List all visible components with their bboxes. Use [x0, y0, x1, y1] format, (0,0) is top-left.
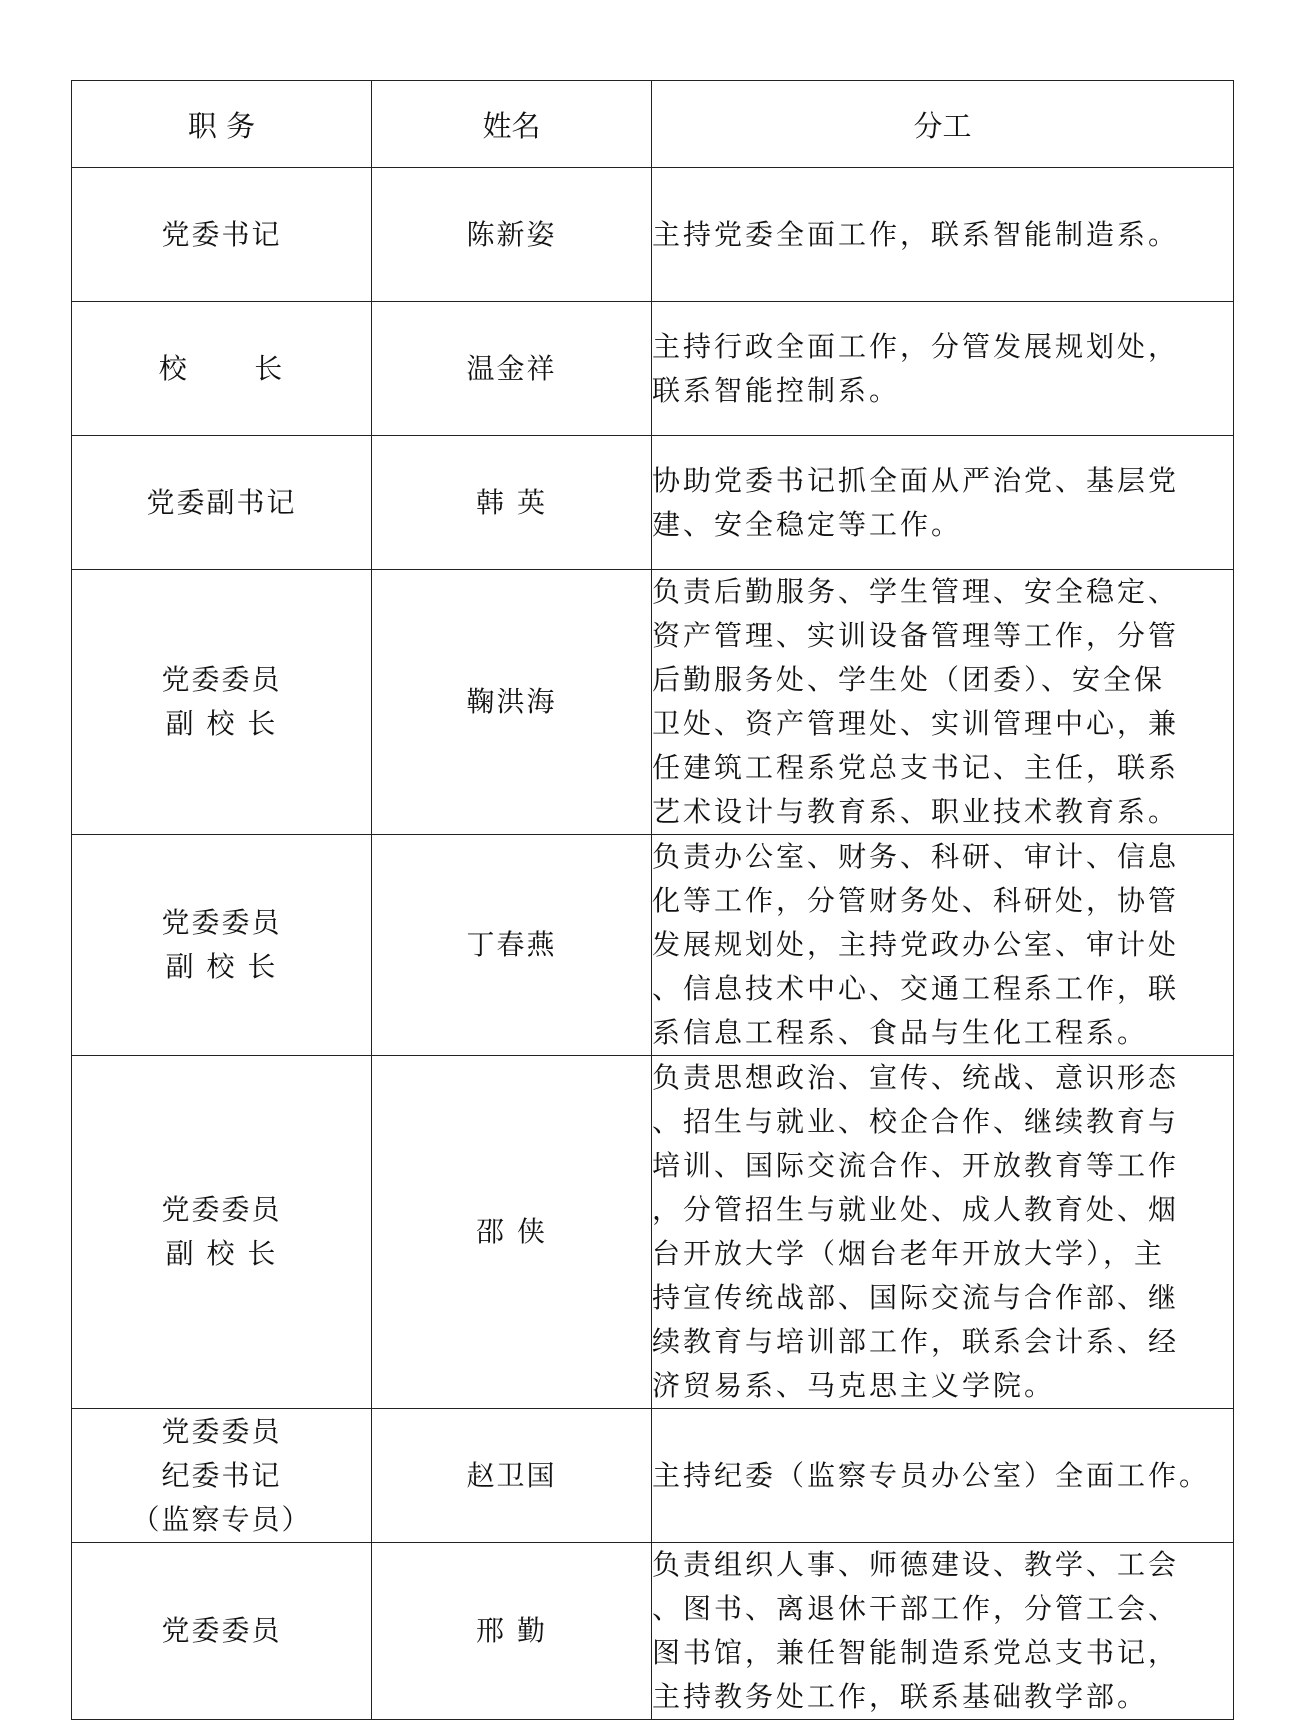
name-cell: 韩 英: [372, 436, 652, 570]
table-row: [72, 436, 1234, 570]
duty-cell: [652, 436, 1234, 570]
table-row: [72, 570, 1234, 835]
position-line: 党委委员: [161, 1193, 282, 1226]
name-cell: 邢 勤: [372, 1543, 652, 1720]
table-row: [72, 168, 1234, 302]
header-row: [72, 81, 1234, 168]
duty-line: 济贸易系、马克思主义学院。: [652, 1369, 1056, 1402]
position-line: 党委书记: [161, 217, 282, 251]
duty-line: 、招生与就业、校企合作、继续教育与: [652, 1105, 1180, 1138]
position-line: 党委副书记: [146, 485, 297, 519]
duty-cell: [652, 302, 1234, 436]
table-row: [72, 1056, 1234, 1409]
position-line: 副 校 长: [165, 707, 278, 740]
position-line: 党委委员: [161, 1614, 282, 1647]
position-cell: [72, 1543, 372, 1720]
position-line: （监察专员）: [131, 1502, 312, 1536]
duty-cell: [652, 1543, 1234, 1720]
position-cell: [72, 302, 372, 436]
duty-cell: [652, 835, 1234, 1056]
duty-cell: [652, 168, 1234, 302]
duty-line: 系信息工程系、食品与生化工程系。: [652, 1016, 1149, 1049]
duty-line: 资产管理、实训设备管理等工作，分管: [652, 619, 1180, 652]
duty-line: 负责后勤服务、学生管理、安全稳定、: [652, 575, 1180, 608]
position-line: 副 校 长: [165, 1237, 278, 1270]
name-cell: 丁春燕: [372, 835, 652, 1056]
position-cell: [72, 1056, 372, 1409]
duty-cell: [652, 1409, 1234, 1543]
name-cell: 邵 侠: [372, 1056, 652, 1409]
name-cell: 赵卫国: [372, 1409, 652, 1543]
duty-assignment-table: [71, 80, 1234, 1720]
duty-line: 、信息技术中心、交通工程系工作，联: [652, 972, 1180, 1005]
table-row: [72, 835, 1234, 1056]
position-line: 纪委书记: [161, 1458, 282, 1492]
duty-line: 协助党委书记抓全面从严治党、基层党: [652, 463, 1180, 497]
duty-line: 续教育与培训部工作，联系会计系、经: [652, 1325, 1180, 1358]
position-line: 党委委员: [161, 1414, 282, 1448]
duty-cell: [652, 570, 1234, 835]
duty-line: 负责办公室、财务、科研、审计、信息: [652, 840, 1180, 873]
duty-line: 负责思想政治、宣传、统战、意识形态: [652, 1061, 1180, 1094]
duty-line: 化等工作，分管财务处、科研处，协管: [652, 884, 1180, 917]
duty-line: 艺术设计与教育系、职业技术教育系。: [652, 795, 1180, 828]
duty-line: 负责组织人事、师德建设、教学、工会: [652, 1548, 1180, 1581]
duty-line: 卫处、资产管理处、实训管理中心，兼: [652, 707, 1180, 740]
duty-line: 后勤服务处、学生处（团委）、安全保: [652, 663, 1166, 696]
duty-line: 、图书、离退休干部工作，分管工会、: [652, 1592, 1180, 1625]
duty-line: 主持党委全面工作，联系智能制造系。: [652, 217, 1180, 251]
table-row: [72, 1543, 1234, 1720]
duty-line: 建、安全稳定等工作。: [652, 507, 963, 541]
duty-line: ，分管招生与就业处、成人教育处、烟: [652, 1193, 1180, 1226]
duty-line: 台开放大学（烟台老年开放大学），主: [652, 1237, 1166, 1270]
duty-line: 培训、国际交流合作、开放教育等工作: [652, 1149, 1180, 1182]
table-row: [72, 302, 1234, 436]
duty-line: 发展规划处，主持党政办公室、审计处: [652, 928, 1180, 961]
header-position: 职 务: [72, 81, 372, 168]
name-cell: 陈新姿: [372, 168, 652, 302]
duty-line: 主持教务处工作，联系基础教学部。: [652, 1680, 1149, 1713]
duty-line: 持宣传统战部、国际交流与合作部、继: [652, 1281, 1180, 1314]
duty-line: 主持行政全面工作，分管发展规划处，: [652, 329, 1180, 363]
position-line: 党委委员: [161, 906, 282, 939]
position-cell: [72, 1409, 372, 1543]
position-cell: [72, 570, 372, 835]
duty-cell: [652, 1056, 1234, 1409]
duty-line: 图书馆，兼任智能制造系党总支书记，: [652, 1636, 1180, 1669]
table-row: [72, 1409, 1234, 1543]
name-cell: 温金祥: [372, 302, 652, 436]
position-line: 副 校 长: [165, 950, 278, 983]
name-cell: 鞠洪海: [372, 570, 652, 835]
duty-line: 主持纪委（监察专员办公室）全面工作。: [652, 1458, 1211, 1492]
header-name: 姓名: [372, 81, 652, 168]
position-line: 校 长: [158, 351, 285, 385]
position-cell: [72, 835, 372, 1056]
duty-line: 联系智能控制系。: [652, 373, 901, 407]
duty-line: 任建筑工程系党总支书记、主任，联系: [652, 751, 1180, 784]
position-cell: [72, 436, 372, 570]
position-cell: [72, 168, 372, 302]
header-duty: 分工: [652, 81, 1234, 168]
position-line: 党委委员: [161, 663, 282, 696]
